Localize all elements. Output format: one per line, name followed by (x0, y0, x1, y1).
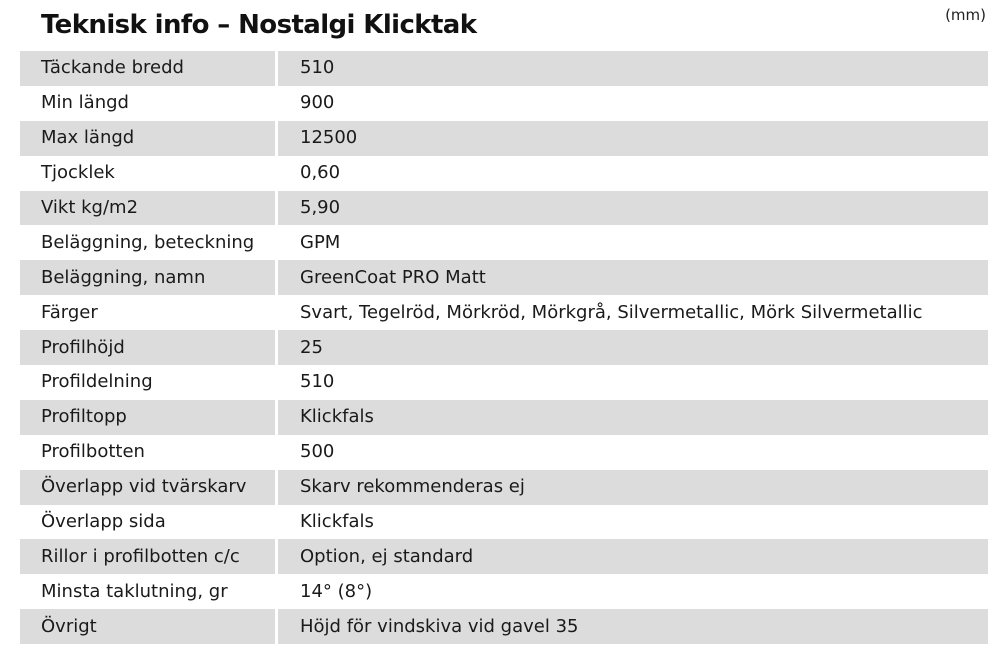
row-label: Profilbotten (20, 435, 278, 470)
table-row (20, 400, 988, 435)
row-value: Svart, Tegelröd, Mörkröd, Mörkgrå, Silvermetallic, Mörk Silvermetallic (300, 301, 923, 323)
spec-table (20, 51, 988, 644)
row-value: 510 (300, 57, 335, 79)
row-label: Överlapp vid tvärskarv (20, 470, 278, 505)
row-label: Profildelning (20, 365, 278, 400)
row-value: 14° (8°) (300, 580, 373, 602)
table-row (20, 260, 988, 295)
row-label: Beläggning, beteckning (20, 225, 278, 260)
row-value: Klickfals (300, 511, 374, 533)
row-value: GPM (300, 231, 341, 253)
table-row (20, 505, 988, 540)
table-row (20, 225, 988, 260)
row-label: Tjocklek (20, 156, 278, 191)
row-label: Beläggning, namn (20, 260, 278, 295)
row-label: Profiltopp (20, 400, 278, 435)
row-value: 12500 (300, 127, 358, 149)
table-row (20, 295, 988, 330)
row-value: 0,60 (300, 162, 341, 184)
row-value: Skarv rekommenderas ej (300, 476, 525, 498)
table-row (20, 51, 988, 86)
row-label: Täckande bredd (20, 51, 278, 86)
row-label: Profilhöjd (20, 330, 278, 365)
table-row (20, 435, 988, 470)
row-value: 5,90 (300, 197, 341, 218)
row-value: 500 (300, 441, 335, 463)
row-value: 25 (300, 336, 323, 358)
table-row (20, 86, 988, 121)
row-value: Klickfals (300, 406, 374, 428)
page-title: Teknisk info – Nostalgi Klicktak (41, 10, 477, 40)
row-label: Färger (20, 295, 278, 330)
row-label: Max längd (20, 121, 278, 156)
table-row (20, 574, 988, 609)
row-value: 510 (300, 371, 335, 393)
table-row (20, 609, 988, 644)
row-label: Vikt kg/m2 (20, 191, 278, 226)
row-value: 900 (300, 92, 335, 114)
row-value: Höjd för vindskiva vid gavel 35 (300, 615, 579, 637)
row-label: Övrigt (20, 609, 278, 644)
table-row (20, 121, 988, 156)
table-row (20, 330, 988, 365)
row-label: Överlapp sida (20, 505, 278, 540)
table-row (20, 156, 988, 191)
row-label: Min längd (20, 86, 278, 121)
unit-label: (mm) (945, 6, 986, 24)
row-value: GreenCoat PRO Matt (300, 266, 486, 288)
table-row (20, 191, 988, 226)
table-row (20, 539, 988, 574)
row-value: Option, ej standard (300, 545, 474, 567)
table-row (20, 470, 988, 505)
row-label: Rillor i profilbotten c/c (20, 539, 278, 574)
row-label: Minsta taklutning, gr (20, 574, 278, 609)
table-row (20, 365, 988, 400)
